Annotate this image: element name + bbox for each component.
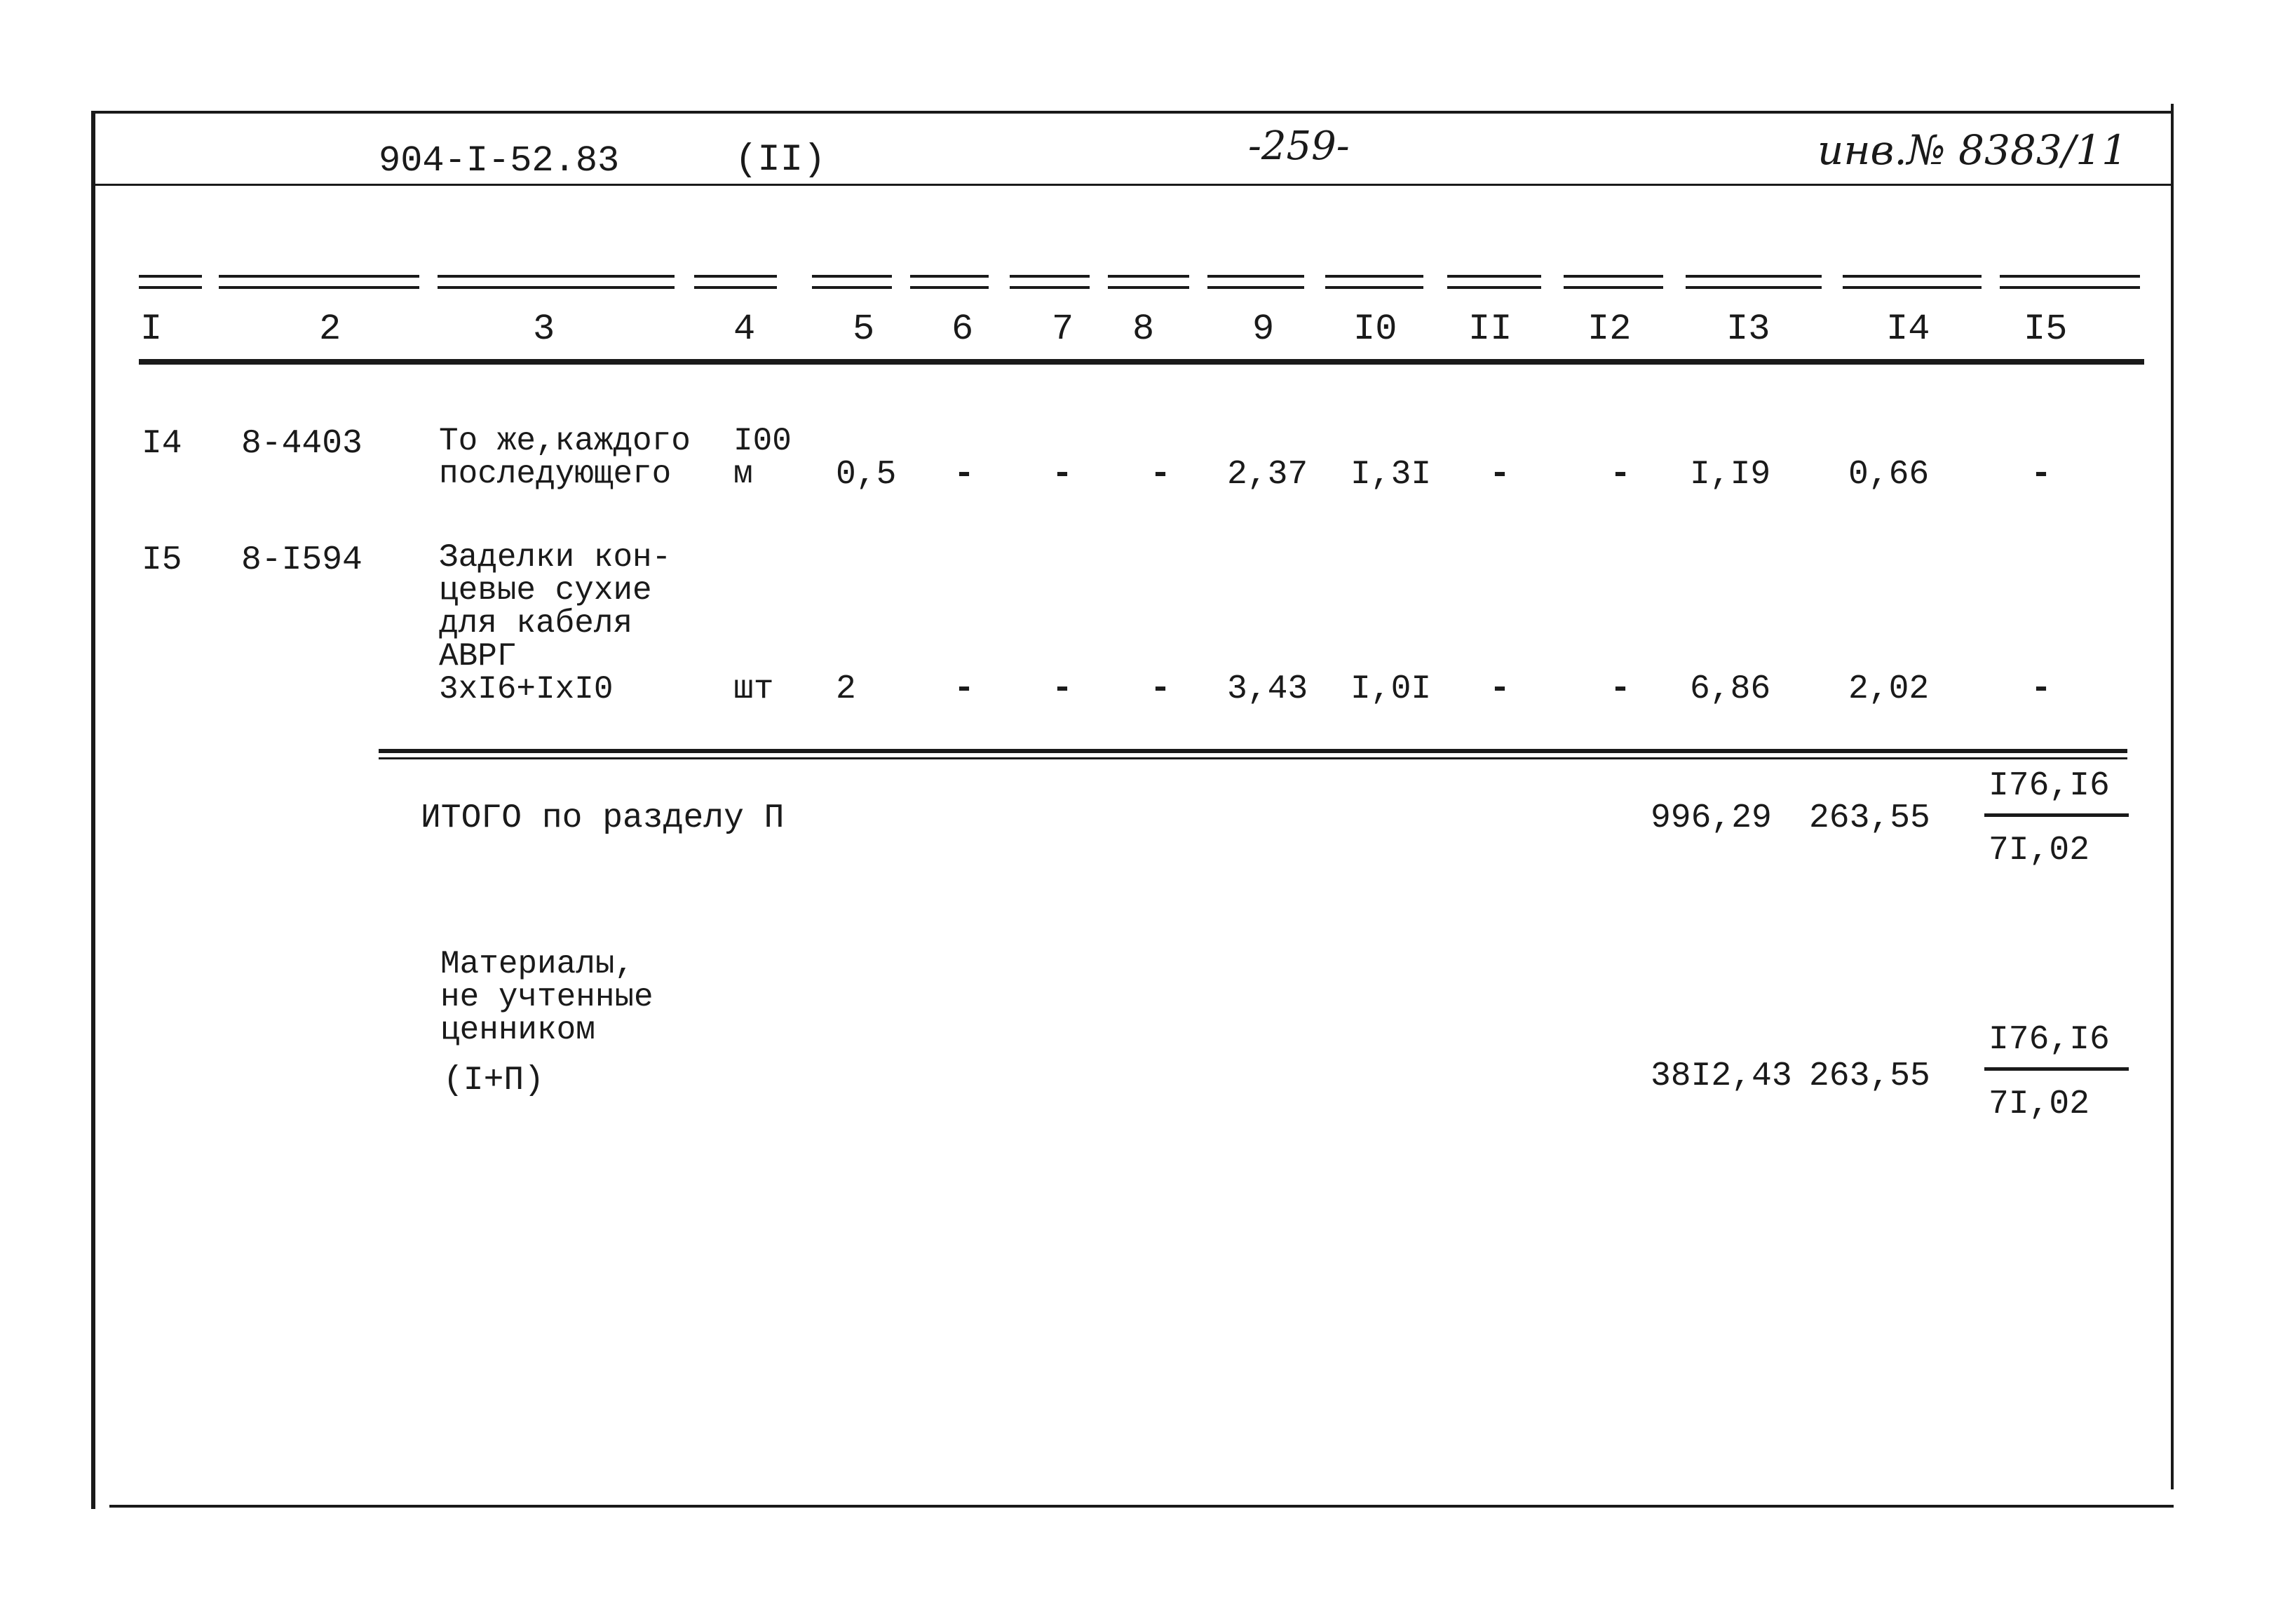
column-header-rule — [694, 275, 777, 289]
column-header: II — [1468, 309, 1512, 350]
column-header-rule — [1108, 275, 1189, 289]
column-header: 8 — [1132, 309, 1155, 350]
cell-col10: I,0I — [1350, 670, 1432, 708]
column-header-rule — [1325, 275, 1423, 289]
cell-col15: - — [2031, 669, 2052, 709]
cell-col13: 6,86 — [1690, 670, 1771, 708]
column-header: 7 — [1052, 309, 1074, 350]
cell-col14: 0,66 — [1848, 456, 1930, 494]
column-header-rule — [1843, 275, 1982, 289]
column-header-rule — [438, 275, 675, 289]
cell-col7: - — [1052, 669, 1073, 709]
column-header: 9 — [1252, 309, 1275, 350]
column-header: 5 — [853, 309, 875, 350]
column-header-rule — [910, 275, 989, 289]
column-header-rule — [1686, 275, 1822, 289]
total-rule-thin — [379, 757, 2127, 759]
cell-col12: - — [1610, 669, 1632, 709]
column-header: I5 — [2024, 309, 2068, 350]
header-separator — [91, 184, 2174, 186]
column-header-rule — [1010, 275, 1090, 289]
row-number: I5 — [142, 541, 182, 579]
materials-col15-denominator: 7I,02 — [1989, 1085, 2090, 1123]
column-header-rule — [1564, 275, 1663, 289]
column-header-rule — [2000, 275, 2140, 289]
row-unit: I00 м — [733, 423, 792, 492]
materials-label: Материалы, не учтенные ценником — [440, 946, 653, 1048]
row-unit: шт — [733, 670, 774, 708]
materials-col14: 263,55 — [1809, 1057, 1930, 1095]
row-quantity: 2 — [836, 670, 856, 708]
cell-col8: - — [1150, 454, 1172, 494]
frame-right-border — [2171, 104, 2174, 1489]
materials-col13: 38I2,43 — [1651, 1057, 1792, 1095]
column-header: 6 — [951, 309, 974, 350]
frame-left-border — [91, 114, 95, 1509]
row-description: Заделки кон- цевые сухие для кабеля АВРГ 3хI6+IхI0 — [439, 539, 672, 708]
column-header-rule — [219, 275, 419, 289]
column-header: I2 — [1587, 309, 1632, 350]
cell-col11: - — [1489, 454, 1511, 494]
cell-col13: I,I9 — [1690, 456, 1771, 494]
row-code: 8-I594 — [241, 541, 363, 579]
column-header: 4 — [733, 309, 756, 350]
total-col15-numerator: I76,I6 — [1989, 767, 2110, 805]
column-header: I4 — [1886, 309, 1930, 350]
column-header-underline — [139, 359, 2144, 365]
column-header: I0 — [1353, 309, 1397, 350]
cell-col15: - — [2031, 454, 2052, 494]
total-rule — [379, 749, 2127, 753]
row-quantity: 0,5 — [836, 456, 897, 494]
total-label: ИТОГО по разделу П — [421, 799, 785, 837]
cell-col10: I,3I — [1350, 456, 1432, 494]
total-col15-denominator: 7I,02 — [1989, 832, 2090, 869]
column-header-rule — [812, 275, 892, 289]
cell-col11: - — [1489, 669, 1511, 709]
frame-bottom-border — [109, 1505, 2174, 1508]
row-description: То же,каждого последующего — [439, 423, 691, 492]
column-header: 2 — [319, 309, 341, 350]
materials-sub: (I+П) — [443, 1062, 545, 1099]
total-col13: 996,29 — [1651, 799, 1772, 837]
cell-col7: - — [1052, 454, 1073, 494]
column-header-rule — [1447, 275, 1541, 289]
total-fraction-line — [1984, 813, 2129, 817]
total-col14: 263,55 — [1809, 799, 1930, 837]
inventory-number: инв.№ 8383/11 — [1817, 126, 2128, 174]
materials-fraction-line — [1984, 1067, 2129, 1071]
column-header-rule — [1207, 275, 1304, 289]
cell-col8: - — [1150, 669, 1172, 709]
cell-col12: - — [1610, 454, 1632, 494]
column-header: I3 — [1726, 309, 1770, 350]
column-header-rule — [139, 275, 202, 289]
cell-col14: 2,02 — [1848, 670, 1930, 708]
column-header: 3 — [533, 309, 555, 350]
frame-top-border — [91, 111, 2174, 114]
cell-col6: - — [954, 454, 975, 494]
document-code: 904-I-52.83 — [379, 140, 620, 182]
cell-col9: 3,43 — [1227, 670, 1308, 708]
row-code: 8-4403 — [241, 425, 363, 463]
column-header: I — [140, 309, 163, 350]
section-number: (II) — [735, 139, 826, 182]
cell-col9: 2,37 — [1227, 456, 1308, 494]
page-number: -259- — [1248, 123, 1350, 169]
cell-col6: - — [954, 669, 975, 709]
materials-col15-numerator: I76,I6 — [1989, 1021, 2110, 1059]
row-number: I4 — [142, 425, 182, 463]
